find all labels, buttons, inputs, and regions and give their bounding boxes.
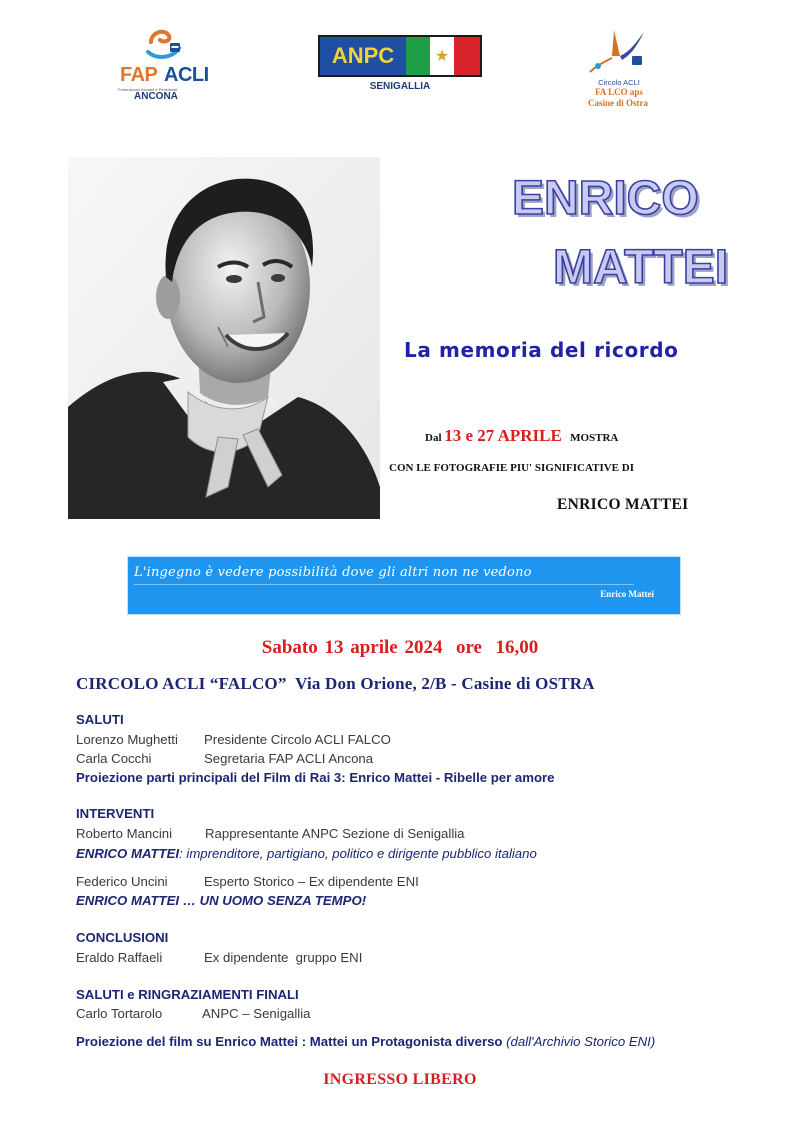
quote-author: Enrico Mattei (600, 589, 654, 599)
saluti-name-1: Lorenzo Mughetti (76, 732, 178, 747)
fap-tagline: Federazione Anziani e Pensionati (118, 87, 178, 92)
anpc-text: ANPC (320, 37, 406, 75)
flag-green (406, 37, 430, 75)
interventi-role-2: Esperto Storico – Ex dipendente ENI (204, 874, 419, 889)
fap-city: ANCONA (134, 91, 178, 102)
falco-line2: FA LCO aps (595, 87, 643, 97)
saluti-name-2: Carla Cocchi (76, 751, 152, 766)
fap-word: FAP (120, 64, 158, 86)
conclusioni-name: Eraldo Raffaeli (76, 950, 163, 965)
exhibit-subject: ENRICO MATTEI (557, 496, 689, 513)
anpc-city: SENIGALLIA (369, 81, 431, 92)
film-projection (76, 1034, 655, 1049)
star-icon: ★ (430, 37, 454, 75)
interventi-role-1: Rappresentante ANPC Sezione di Senigallia (205, 826, 465, 841)
flag-red (454, 37, 480, 75)
exhibit-prefix: Dal (425, 432, 445, 444)
exhibit-description: CON LE FOTOGRAFIE PIU' SIGNIFICATIVE DI (389, 462, 634, 474)
quote-divider (134, 584, 634, 585)
finali-name: Carlo Tortarolo (76, 1006, 163, 1021)
saluti-projection: Proiezione parti principali del Film di Rai 3: Enrico Mattei - Ribelle per amore (76, 770, 555, 785)
interventi-topic-2: ENRICO MATTEI … UN UOMO SENZA TEMPO! (76, 893, 367, 908)
anpc-logo (318, 35, 482, 77)
exhibit-dates (425, 426, 618, 446)
circolo-falco-logo (578, 26, 658, 116)
film-source: (dall'Archivio Storico ENI) (506, 1034, 656, 1049)
finali-role: ANPC – Senigallia (202, 1006, 311, 1021)
fap-acli-logo (112, 26, 212, 104)
topic-1-desc: : imprenditore, partigiano, politico e dirigente pubblico italiano (179, 846, 537, 861)
interventi-name-2: Federico Uncini (76, 874, 168, 889)
saluti-heading: SALUTI (76, 712, 124, 727)
acli-word: ACLI (164, 64, 209, 86)
saluti-role-1: Presidente Circolo ACLI FALCO (204, 732, 391, 747)
event-date: Sabato 13 aprile 2024 ore 16,00 (261, 637, 539, 658)
free-entry: INGRESSO LIBERO (323, 1071, 477, 1088)
interventi-heading: INTERVENTI (76, 806, 155, 821)
quote-text: L'ingegno è vedere possibilità dove gli altri non ne vedono (134, 565, 532, 580)
conclusioni-role: Ex dipendente gruppo ENI (204, 950, 363, 965)
title-enrico: ENRICO (512, 172, 699, 225)
saluti-role-2: Segretaria FAP ACLI Ancona (204, 751, 374, 766)
falco-line1: Circolo ACLI (598, 78, 640, 87)
interventi-name-1: Roberto Mancini (76, 826, 173, 841)
fap-acli-emblem-icon (145, 26, 183, 62)
enrico-mattei-portrait (68, 157, 380, 519)
falcon-icon (586, 26, 652, 78)
falco-line3: Casine di Ostra (587, 98, 648, 108)
interventi-topic-1 (76, 846, 537, 861)
topic-1-subject: ENRICO MATTEI (76, 846, 180, 861)
finali-heading: SALUTI e RINGRAZIAMENTI FINALI (76, 987, 299, 1002)
title-mattei: MATTEI (553, 241, 729, 294)
film-title: Proiezione del film su Enrico Mattei : Mattei un Protagonista diverso (76, 1034, 503, 1049)
exhibit-date-range: 13 e 27 APRILE (444, 426, 562, 445)
conclusioni-heading: CONCLUSIONI (76, 930, 169, 945)
subtitle: La memoria del ricordo (404, 338, 679, 362)
exhibit-label: MOSTRA (570, 432, 619, 444)
quote-box (127, 556, 681, 615)
event-venue: CIRCOLO ACLI “FALCO” Via Don Orione, 2/B - Casine di OSTRA (76, 674, 595, 693)
